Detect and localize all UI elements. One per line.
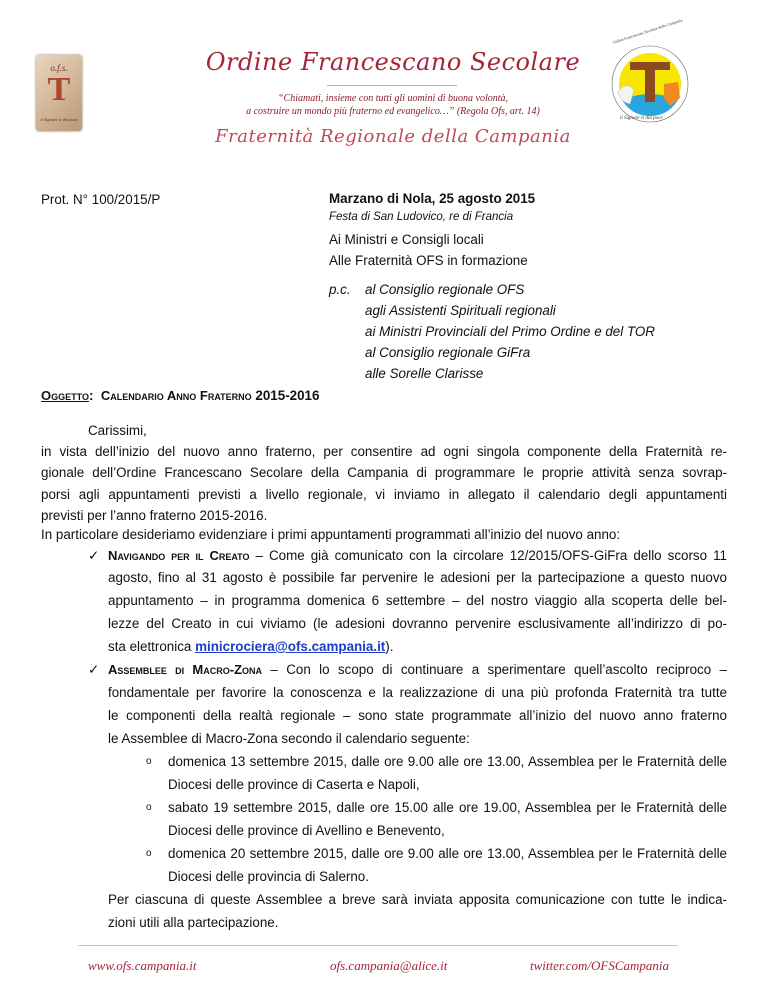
bullet-navigando — [108, 545, 727, 567]
bullet-title: Assemblee di Macro-Zona — [108, 662, 263, 677]
place-date: Marzano di Nola, 25 agosto 2015 — [329, 191, 536, 206]
assembly-item: Diocesi delle provincia di Salerno. — [168, 869, 369, 884]
subject-line — [41, 385, 319, 407]
cc-recipient: al Consiglio regionale GiFra — [365, 345, 531, 360]
header-quote-line1: “Chiamati, insieme con tutti gli uomini di buona volontà, — [278, 93, 508, 104]
header-quote-line2: a costruire un mondo più fraterno ed evangelico…” (Regola Ofs, art. 14) — [246, 106, 540, 117]
assembly-item: sabato 19 settembre 2015, dalle ore 15.00 alle ore 19.00, Assemblea per le Fraternità delle — [168, 800, 727, 815]
protocol-number: Prot. N° 100/2015/P — [41, 192, 161, 207]
subject-text: Calendario Anno Fraterno — [100, 388, 252, 403]
bullet-text: ). — [385, 639, 394, 654]
bullet-line — [108, 636, 393, 658]
ofs-campania-logo-right — [608, 17, 692, 128]
bullet-line: appuntamento – in programma domenica 6 settembre – del nostro viaggio alla scoperta delle bel- — [108, 593, 727, 608]
cc-label: p.c. — [329, 282, 351, 297]
closing-line: Per ciascuna di queste Assemblee a breve sarà inviata apposita comunicazione con tutte le indica- — [108, 892, 727, 907]
recipient: Alle Fraternità OFS in formazione — [329, 253, 528, 268]
tau-dove-emblem-icon — [608, 40, 692, 128]
circle-bullet-icon: o — [146, 848, 152, 859]
organization-title: Ordine Francescano Secolare — [205, 48, 581, 76]
bullet-text: – Con lo scopo di continuare a sperimentare quell’ascolto reciproco – — [262, 662, 727, 677]
logo-right-motto: il Signore vi dia pace — [620, 116, 663, 121]
logo-left-motto: il Signore ti dia pace — [40, 117, 78, 122]
recipient: Ai Ministri e Consigli locali — [329, 232, 484, 247]
cc-recipient: al Consiglio regionale OFS — [365, 282, 525, 297]
subject-label: Oggetto — [41, 388, 89, 403]
bullet-assemblee — [108, 659, 727, 681]
cc-recipient: alle Sorelle Clarisse — [365, 366, 484, 381]
assembly-item: Diocesi delle province di Avellino e Benevento, — [168, 823, 445, 838]
assembly-item: Diocesi delle province di Caserta e Napoli, — [168, 777, 420, 792]
minicrociera-email-link[interactable]: minicrociera@ofs.campania.it — [195, 639, 386, 654]
feast-day: Festa di San Ludovico, re di Francia — [329, 211, 514, 223]
bullet-text: sta elettronica — [108, 639, 196, 654]
bullet-title: Navigando per il Creato — [108, 548, 250, 563]
logo-left-text: o.f.s. — [50, 63, 68, 73]
intro-line: gionale dell’Ordine Francescano Secolare della Campania di programmare le proprie attività senza sovrap- — [41, 465, 727, 480]
closing-line: zioni utili alla partecipazione. — [108, 915, 279, 930]
bullet-line: lezze del Creato in cui viviamo (le adesioni dovranno pervenire esclusivamente all’indirizzo di po- — [108, 616, 727, 631]
assembly-item: domenica 20 settembre 2015, dalle ore 9.00 alle ore 13.00, Assemblea per le Fraternità delle — [168, 846, 727, 861]
checkmark-icon: ✓ — [88, 662, 100, 677]
header-divider — [327, 85, 457, 86]
footer-twitter-link[interactable]: twitter.com/OFSCampania — [530, 958, 670, 973]
cc-recipient: agli Assistenti Spirituali regionali — [365, 303, 556, 318]
cc-recipient: ai Ministri Provinciali del Primo Ordine e del TOR — [365, 324, 655, 339]
bullet-line: le componenti della realtà regionale – sono state programmate all’inizio del nuovo anno fraterno — [108, 708, 727, 723]
assembly-item: domenica 13 settembre 2015, dalle ore 9.00 alle ore 13.00, Assemblea per le Fraternità delle — [168, 754, 727, 769]
subject-years: 2015-2016 — [255, 388, 320, 403]
bullet-text: – Come già comunicato con la circolare 12/2015/OFS-GiFra dello scorso 11 — [249, 548, 727, 563]
circle-bullet-icon: o — [146, 756, 152, 767]
circle-bullet-icon: o — [146, 802, 152, 813]
footer-website-link[interactable]: www.ofs.campania.it — [88, 958, 197, 973]
footer-divider — [78, 945, 678, 946]
greeting: Carissimi, — [88, 423, 147, 438]
fraternity-subtitle: Fraternità Regionale della Campania — [215, 126, 571, 147]
ofs-logo-left — [36, 55, 82, 131]
lead-paragraph: In particolare desideriamo evidenziare i primi appuntamenti programmati all’inizio del nuovo anno: — [41, 527, 621, 542]
intro-line: porsi agli appuntamenti previsti a livello regionale, vi inviamo in allegato il calendario degli appuntamenti — [41, 487, 727, 502]
bullet-line: agosto, fino al 31 agosto è possibile far pervenire le adesioni per la partecipazione a questo nuovo — [108, 570, 727, 585]
tau-icon: T — [47, 71, 71, 108]
footer-email-link[interactable]: ofs.campania@alice.it — [330, 958, 448, 973]
intro-line: previsti per l’anno fraterno 2015-2016. — [41, 508, 268, 523]
checkmark-icon: ✓ — [88, 548, 100, 563]
logo-right-ring-text: Ordine Francescano Secolare della Campania — [612, 17, 683, 45]
bullet-line: le Assemblee di Macro-Zona secondo il calendario seguente: — [108, 731, 470, 746]
bullet-line: fondamentale per favorire la conoscenza e la realizzazione di una più profonda Fraternità tra tutte — [108, 685, 727, 700]
intro-line: in vista dell’inizio del nuovo anno fraterno, per consentire ad ogni singola componente della Fraternità re- — [41, 444, 727, 459]
subject-colon: : — [88, 388, 94, 403]
